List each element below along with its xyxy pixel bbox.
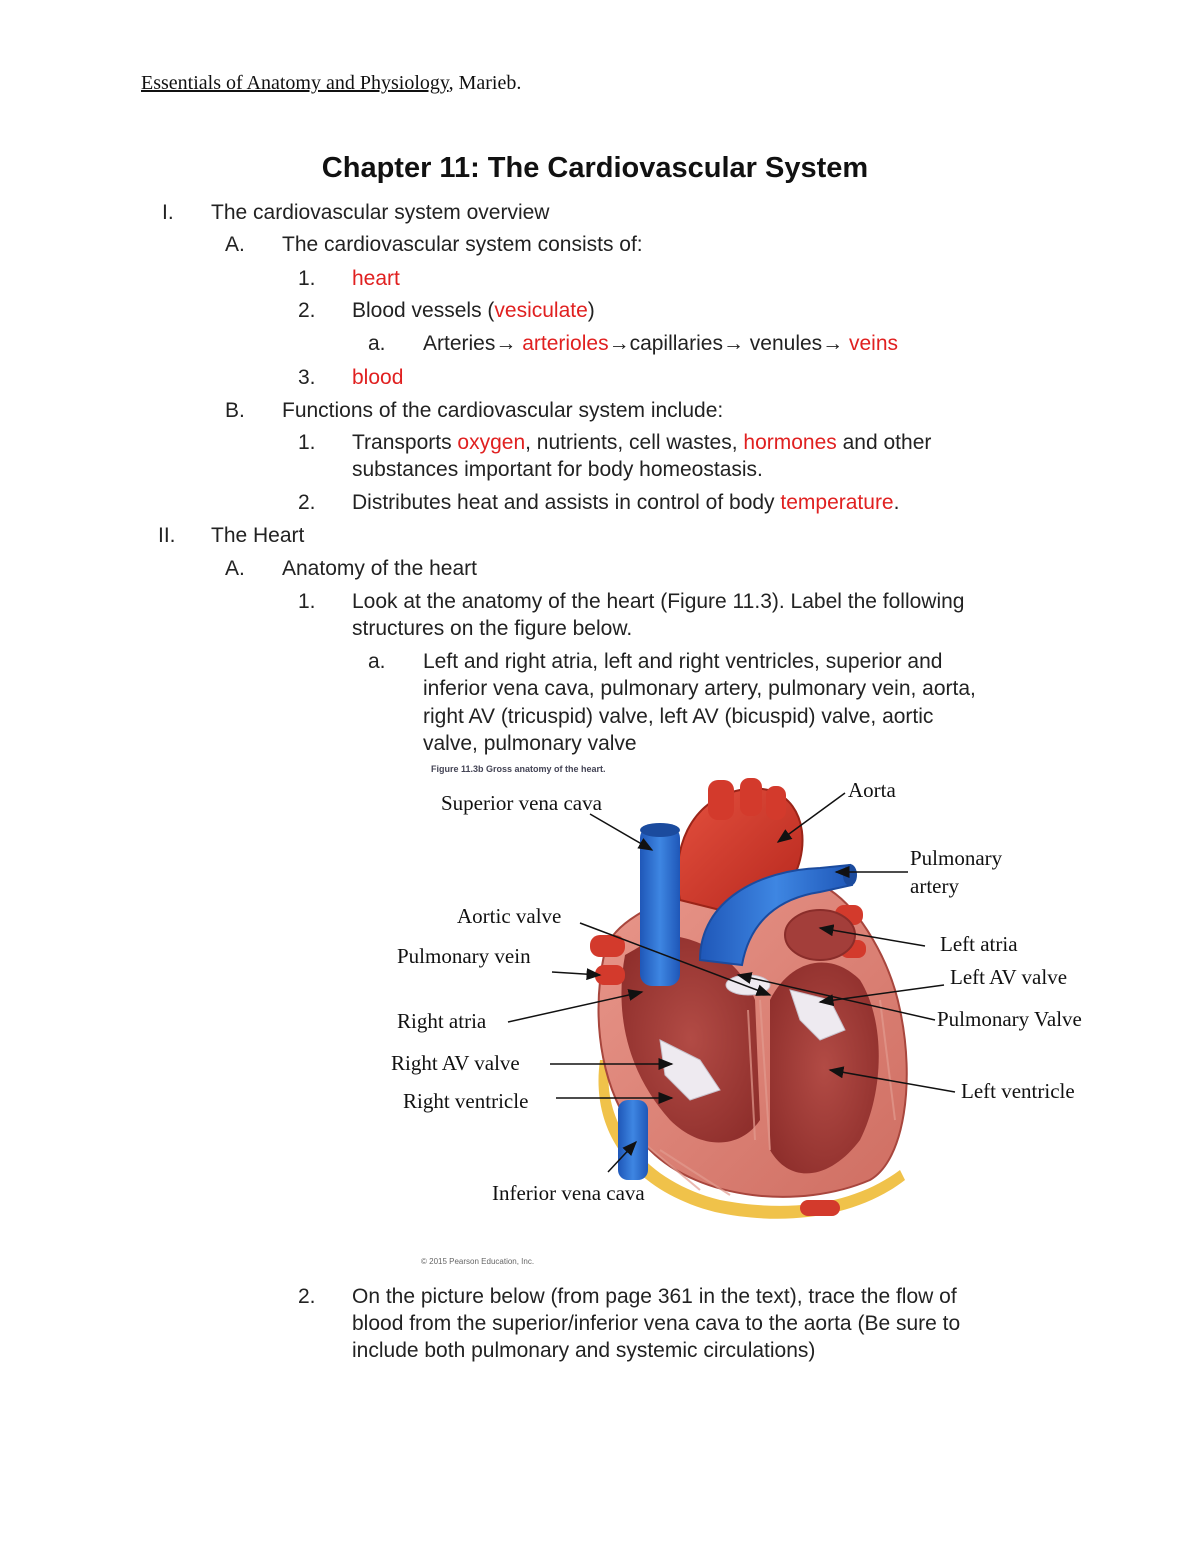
- label-aorta: Aorta: [848, 778, 896, 802]
- label-left-atria: Left atria: [940, 932, 1018, 956]
- outline-marker-IB1: 1.: [298, 431, 316, 454]
- chapter-title: Chapter 11: The Cardiovascular System: [321, 152, 869, 184]
- arrow-icon: →: [722, 332, 744, 355]
- outline-marker-IIA1a: a.: [368, 650, 386, 673]
- label-left-ventricle: Left ventricle: [961, 1079, 1075, 1103]
- label-aortic-valve: Aortic valve: [457, 904, 562, 928]
- svc-opening: [640, 823, 680, 837]
- text-run: ): [587, 299, 595, 322]
- text-run-red: vesiculate: [494, 299, 588, 322]
- outline-marker-IIA2: 2.: [298, 1285, 316, 1308]
- descending-aorta: [800, 1200, 840, 1216]
- figure-copyright: © 2015 Pearson Education, Inc.: [421, 1257, 535, 1266]
- text-run: Distributes heat and assists in control of body: [352, 491, 781, 514]
- text-run: .: [893, 491, 900, 514]
- label-pulmonary-vein: Pulmonary vein: [397, 944, 531, 968]
- outline-IA: The cardiovascular system consists of:: [282, 233, 643, 256]
- outline-IIA2-line3: include both pulmonary and systemic circulations): [352, 1339, 816, 1362]
- outline-IIA1a-line4: valve, pulmonary valve: [423, 732, 637, 755]
- label-pulmonary-artery-line1: Pulmonary: [910, 846, 1003, 870]
- outline-IIA1a-line2: inferior vena cava, pulmonary artery, pulmonary vein, aorta,: [423, 677, 976, 700]
- text-run: and other: [836, 431, 932, 454]
- outline-marker-IA2: 2.: [298, 299, 316, 322]
- outline-IIA1-line1: Look at the anatomy of the heart (Figure 11.3). Label the following: [352, 590, 965, 613]
- label-right-av-valve: Right AV valve: [391, 1051, 520, 1075]
- left-atrium-shape: [785, 910, 855, 960]
- text-run-red: veins: [843, 332, 899, 355]
- aorta-branch: [708, 780, 734, 820]
- arrow-icon: →: [608, 332, 630, 355]
- aorta-branch: [740, 778, 762, 816]
- label-pulmonary-artery-line2: artery: [910, 874, 959, 898]
- outline-marker-IB: B.: [225, 399, 245, 422]
- book-title: Essentials of Anatomy and Physiology: [141, 72, 449, 94]
- outline-IIA2-line1: On the picture below (from page 361 in the text), trace the flow of: [352, 1285, 957, 1308]
- label-pulmonary-valve: Pulmonary Valve: [937, 1007, 1082, 1031]
- label-inferior-vena-cava: Inferior vena cava: [492, 1181, 645, 1205]
- label-left-av-valve: Left AV valve: [950, 965, 1068, 989]
- outline-IIA2-line2: blood from the superior/inferior vena cava to the aorta (Be sure to: [352, 1312, 961, 1335]
- outline-IA1: heart: [352, 267, 400, 290]
- label-superior-vena-cava: Superior vena cava: [441, 791, 602, 815]
- text-run: venules: [743, 332, 823, 355]
- text-run: Blood vessels (: [352, 299, 495, 322]
- text-run: , nutrients, cell wastes,: [525, 431, 744, 454]
- outline-IB1-line2: substances important for body homeostasis.: [352, 458, 763, 481]
- pa-opening: [843, 864, 857, 886]
- outline-marker-IIA: A.: [225, 557, 245, 580]
- outline-IIA1a-line3: right AV (tricuspid) valve, left AV (bicuspid) valve, aortic: [423, 705, 934, 728]
- outline-IIA1a-line1: Left and right atria, left and right ventricles, superior and: [423, 650, 943, 673]
- outline-marker-IB2: 2.: [298, 491, 316, 514]
- figure-caption: Figure 11.3b Gross anatomy of the heart.: [431, 764, 606, 774]
- outline-marker-IA: A.: [225, 233, 245, 256]
- book-author: , Marieb.: [448, 72, 522, 94]
- outline-IB: Functions of the cardiovascular system include:: [282, 399, 724, 422]
- outline-marker-IA2a: a.: [368, 332, 386, 355]
- label-right-atria: Right atria: [397, 1009, 487, 1033]
- outline-IIA: Anatomy of the heart: [282, 557, 477, 580]
- text-run-red: hormones: [743, 431, 837, 454]
- aorta-branch: [766, 786, 786, 820]
- outline-IA3: blood: [352, 366, 404, 389]
- outline-marker-IIA1: 1.: [298, 590, 316, 613]
- outline-marker-IA1: 1.: [298, 267, 316, 290]
- text-run: Arteries: [423, 332, 496, 355]
- outline-I: The cardiovascular system overview: [211, 201, 550, 224]
- outline-IIA1-line2: structures on the figure below.: [352, 617, 633, 640]
- outline-marker-II: II.: [158, 524, 176, 547]
- arrow-icon: →: [495, 332, 517, 355]
- inferior-vena-cava-shape: [618, 1100, 648, 1180]
- text-run-red: arterioles: [522, 332, 609, 355]
- outline-marker-I: I.: [162, 201, 174, 224]
- text-run: capillaries: [629, 332, 723, 355]
- arrow-icon: →: [822, 332, 844, 355]
- outline-marker-IA3: 3.: [298, 366, 316, 389]
- superior-vena-cava-shape: [640, 826, 680, 986]
- label-right-ventricle: Right ventricle: [403, 1089, 529, 1113]
- text-run-red: oxygen: [457, 431, 526, 454]
- outline-II: The Heart: [211, 524, 305, 547]
- text-run-red: temperature: [780, 491, 894, 514]
- text-run: Transports: [352, 431, 458, 454]
